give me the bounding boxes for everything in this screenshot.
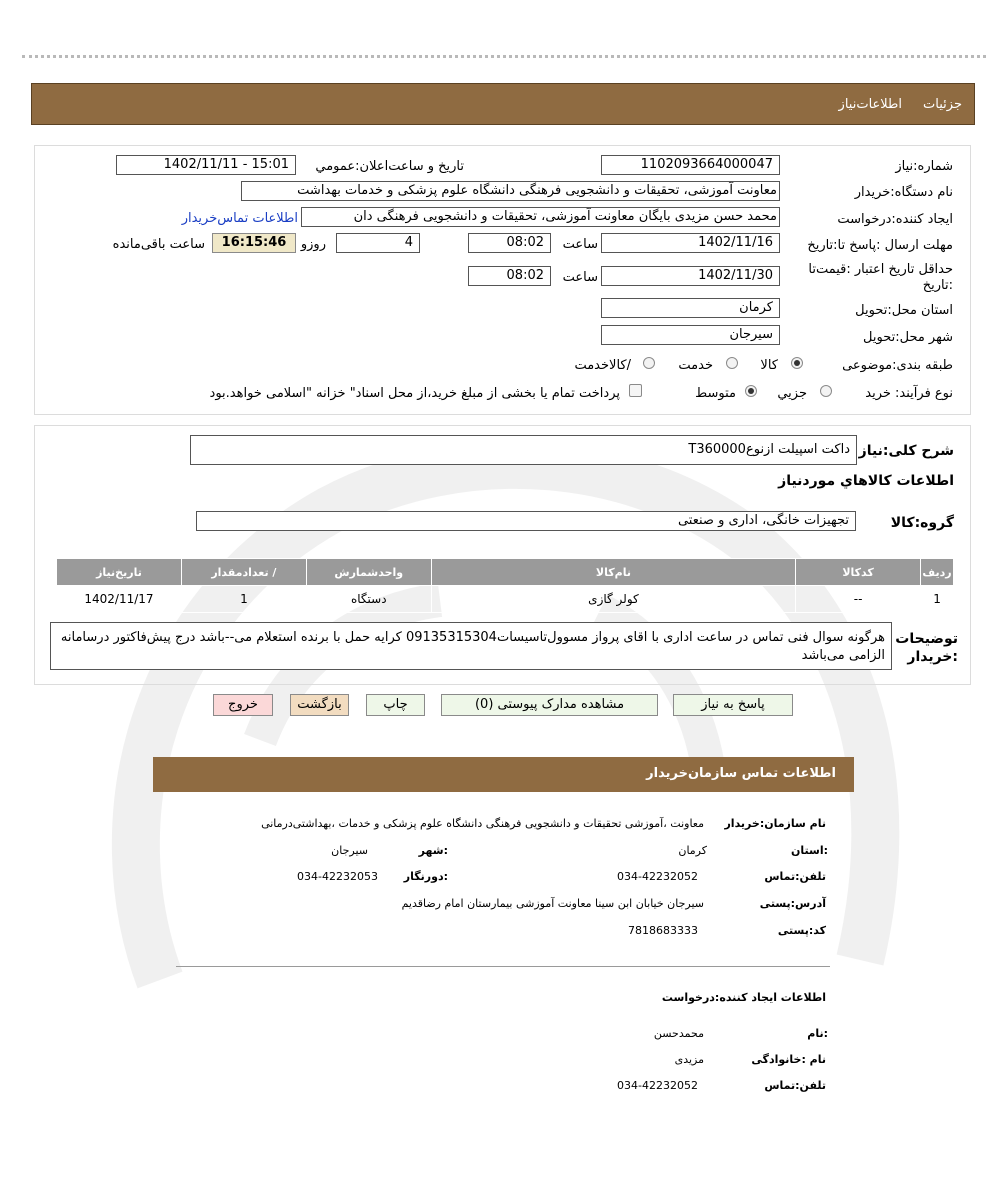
col-unit: واحدشمارش: [306, 559, 431, 586]
top-dotted-rule: [22, 55, 986, 58]
province-field: کرمان: [601, 298, 780, 318]
remaining-time-field: 16:15:46: [212, 233, 296, 253]
validity-time-field: 08:02: [468, 266, 551, 286]
buyer-notes-field: هرگونه سوال فنی تماس در ساعت اداری با اقای پرواز مسوول‌تاسیسات09135315304 کرایه حمل با برنده استعلام می‌--باشد درج پیش‌فاکتور درسامانه الزامی می‌باشد: [50, 622, 892, 670]
category-goods-service-label: /کالاخدمت: [574, 358, 631, 373]
view-attachments-button[interactable]: مشاهده مدارک پیوستی (0): [441, 694, 658, 716]
process-medium-label: متوسط: [695, 386, 736, 401]
contact-city-label: :شهر: [418, 844, 448, 857]
cell-row-number: 1: [921, 586, 954, 613]
creator-family-value: مزیدی: [674, 1053, 704, 1066]
contact-phone-value: 034-42232052: [617, 870, 698, 883]
cell-item-code: --: [796, 586, 921, 613]
contact-address-value: سیرجان خیابان ابن سینا معاونت آموزشی بیمارستان امام رضاقدیم: [401, 897, 704, 910]
validity-label: حداقل تاریخ اعتبار :قیمت‌تا :تاریخ: [808, 262, 953, 293]
creator-phone-value: 034-42232052: [617, 1079, 698, 1092]
province-label: استان محل:تحویل: [855, 303, 953, 318]
category-service-radio[interactable]: [726, 357, 738, 369]
col-item-code: کدکالا: [796, 559, 921, 586]
col-need-date: تاریخ‌نیاز: [57, 559, 182, 586]
category-goods-radio[interactable]: [791, 357, 803, 369]
remaining-days-field: 4: [336, 233, 420, 253]
cell-item-name: کولر گازی: [431, 586, 795, 613]
contact-divider: [176, 966, 830, 967]
goods-group-field: تجهیزات خانگی، اداری و صنعتی: [196, 511, 856, 531]
remaining-time-label: ساعت باقی‌مانده: [112, 237, 205, 252]
table-row: [57, 586, 954, 613]
contact-province-value: کرمان: [678, 844, 707, 857]
city-label: شهر محل:تحویل: [863, 330, 953, 345]
treasury-payment-checkbox[interactable]: [629, 384, 642, 397]
exit-button[interactable]: خروج: [213, 694, 273, 716]
deadline-date-field: 1402/11/16: [601, 233, 780, 253]
contact-org-value: معاونت ،آموزشی تحقیقات و دانشجویی فرهنگی دانشگاه علوم پزشکی و خدمات ،بهداشتی‌درمانی: [261, 817, 704, 830]
validity-date-field: 1402/11/30: [601, 266, 780, 286]
process-partial-radio[interactable]: [820, 385, 832, 397]
contact-province-label: :استان: [791, 844, 828, 857]
deadline-time-field: 08:02: [468, 233, 551, 253]
creator-info-title: اطلاعات ایجاد کننده:درخواست: [661, 991, 826, 1004]
need-number-label: شماره:نیاز: [895, 159, 953, 174]
category-goods-service-radio[interactable]: [643, 357, 655, 369]
buyer-contact-link[interactable]: اطلاعات تماس‌خریدار: [181, 211, 298, 226]
need-description-field: داکت اسپیلت ازنوعT360000: [190, 435, 857, 465]
details-header-bar: [31, 83, 975, 125]
deadline-time-label: ساعت: [562, 237, 598, 252]
contact-city-value: سیرجان: [331, 844, 368, 857]
announce-datetime-field: 1402/11/11 - 15:01: [116, 155, 296, 175]
goods-info-title: اطلاعات کالاهاي موردنیاز: [778, 473, 954, 489]
treasury-payment-text: پرداخت تمام یا بخشی از مبلغ خرید،از محل اسناد" خزانه "اسلامی خواهد.بود: [209, 386, 620, 401]
contact-org-label: نام سازمان:خریدار: [724, 817, 826, 830]
contact-address-label: آدرس:پستی: [759, 897, 826, 910]
deadline-label: مهلت ارسال :پاسخ تا:تاریخ: [807, 238, 953, 253]
cell-need-date: 1402/11/17: [57, 586, 182, 613]
days-label: روزو: [300, 237, 326, 252]
contact-postal-value: 7818683333: [628, 924, 698, 937]
tab-need-info[interactable]: اطلاعات‌نیاز: [838, 97, 902, 112]
creator-family-label: نام :خانوادگی: [751, 1053, 826, 1066]
category-label: طبقه بندی:موضوعی: [842, 358, 953, 373]
validity-time-label: ساعت: [562, 270, 598, 285]
creator-name-label: :نام: [807, 1027, 828, 1040]
city-field: سیرجان: [601, 325, 780, 345]
buyer-org-label: نام دستگاه:خریدار: [854, 185, 953, 200]
back-button[interactable]: بازگشت: [290, 694, 349, 716]
buyer-contact-header-bar: [153, 757, 854, 792]
requester-label: ایجاد کننده:درخواست: [837, 212, 953, 227]
need-description-label: شرح کلی:نیاز: [858, 443, 954, 459]
buyer-contact-title: اطلاعات تماس سازمان‌خریدار: [646, 766, 836, 781]
contact-fax-label: :دورنگار: [403, 870, 448, 883]
cell-unit: دستگاه: [306, 586, 431, 613]
buyer-org-field: معاونت آموزشی، تحقیقات و دانشجویی فرهنگی دانشگاه علوم پزشکی و خدمات بهداشت: [241, 181, 780, 201]
process-type-label: نوع فرآیند: خرید: [865, 386, 953, 401]
goods-group-label: گروه:کالا: [890, 515, 954, 531]
announce-label: تاریخ و ساعت‌اعلان:عمومي: [315, 159, 464, 174]
goods-table-header: [57, 559, 954, 586]
col-row-number: ردیف: [921, 559, 954, 586]
col-item-name: نام‌کالا: [431, 559, 795, 586]
process-medium-radio[interactable]: [745, 385, 757, 397]
tab-details[interactable]: جزئیات: [923, 97, 962, 112]
requester-field: محمد حسن مزیدی بایگان معاونت آموزشی، تحقیقات و دانشجویی فرهنگی دان: [301, 207, 780, 227]
col-quantity: / تعدادمقدار: [181, 559, 306, 586]
goods-table: [56, 558, 954, 613]
buyer-notes-label: توضیحات :خریدار: [895, 631, 958, 665]
contact-fax-value: 034-42232053: [297, 870, 378, 883]
print-button[interactable]: چاپ: [366, 694, 425, 716]
respond-to-need-button[interactable]: پاسخ به نیاز: [673, 694, 793, 716]
category-service-label: خدمت: [678, 358, 713, 373]
cell-quantity: 1: [181, 586, 306, 613]
need-number-field: 1102093664000047: [601, 155, 780, 175]
contact-postal-label: کد:پستی: [777, 924, 826, 937]
process-partial-label: جزیي: [777, 386, 807, 401]
contact-phone-label: تلفن:تماس: [764, 870, 826, 883]
creator-phone-label: تلفن:تماس: [764, 1079, 826, 1092]
creator-name-value: محمدحسن: [653, 1027, 704, 1040]
category-goods-label: کالا: [760, 358, 778, 373]
